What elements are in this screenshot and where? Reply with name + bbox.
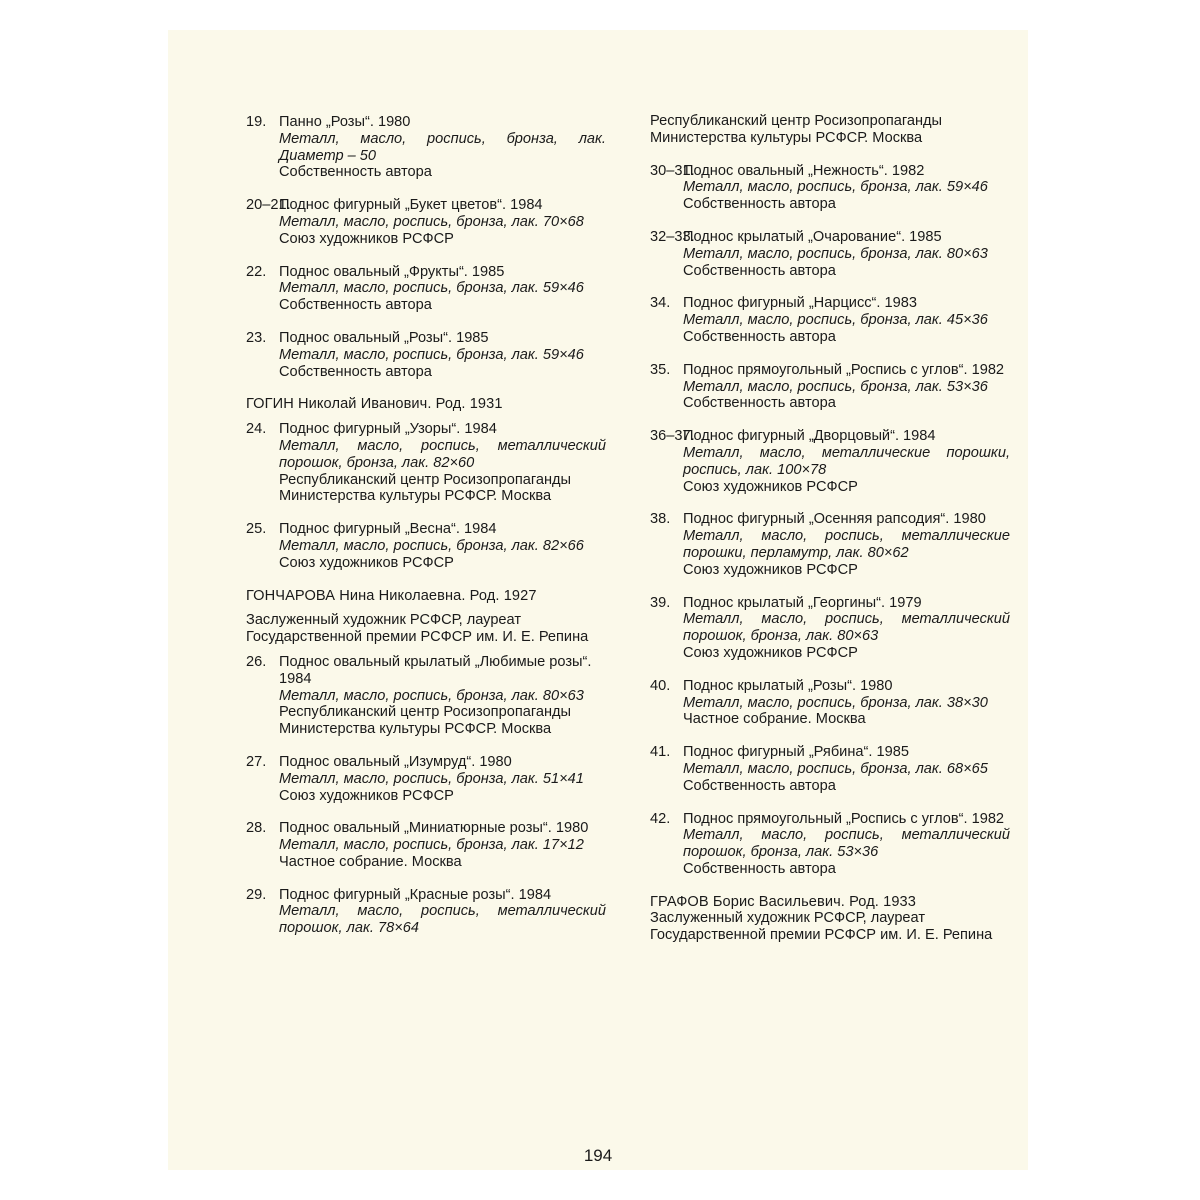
entry-number: 25. [246,521,267,538]
catalog-entry [650,595,1010,662]
catalog-entry [246,887,606,937]
entry-material: Металл, масло, роспись, металлический порошок, бронза, лак. 53×36 [683,827,1010,861]
entry-number: 32–33. [650,228,695,245]
entry-owner: Союз художников РСФСР [683,478,858,495]
entry-number: 35. [650,361,671,378]
entry-title: Поднос овальный „Розы“. 1985 [279,329,489,346]
catalog-entry [246,421,606,505]
artist-name: ГРАФОВ Борис Васильевич. Род. 1933 [650,893,916,910]
entry-number: 42. [650,810,671,827]
entry-title: Поднос фигурный „Букет цветов“. 1984 [279,197,543,214]
entry-title: Поднос прямоугольный „Роспись с углов“. 1982 [683,810,1005,827]
entry-number: 27. [246,753,267,770]
entry-title: Поднос фигурный „Узоры“. 1984 [279,421,497,438]
entries-group-right [650,163,1010,878]
entry-material: Металл, масло, роспись, металлический порошок, лак. 78×64 [279,903,606,937]
entry-owner: Частное собрание. Москва [683,711,866,728]
entry-owner: Собственность автора [279,363,432,380]
entry-material: Металл, масло, роспись, бронза, лак. 82×66 [279,537,584,554]
catalog-entry [650,163,1010,213]
entry-material: Металл, масло, роспись, бронза, лак. 38×30 [683,694,988,711]
catalog-entry [246,654,606,738]
entry-title: Поднос крылатый „Очарование“. 1985 [683,228,942,245]
entry-number: 28. [246,820,267,837]
catalog-entry [650,428,1010,495]
artist-info: Заслуженный художник РСФСР, лауреат Государственной премии РСФСР им. И. Е. Репина [650,910,993,944]
entry-material: Металл, масло, роспись, бронза, лак. 59×46 [279,280,584,297]
catalog-page [168,30,1028,1170]
entry-owner: Собственность автора [279,297,432,314]
entry-material: Металл, масло, роспись, бронза, лак. 59×46 [279,346,584,363]
entry-owner: Частное собрание. Москва [279,853,462,870]
entry-number: 22. [246,263,267,280]
entry-material: Металл, масло, роспись, бронза, лак. 68×65 [683,760,988,777]
artist-block-grafov [650,894,1010,944]
entry-title: Поднос овальный „Фрукты“. 1985 [279,263,505,280]
entry-owner: Собственность автора [683,777,836,794]
entry-owner: Союз художников РСФСР [279,787,454,804]
entry-title: Поднос фигурный „Нарцисс“. 1983 [683,295,917,312]
catalog-entry [650,811,1010,878]
entry-number: 19. [246,114,267,130]
catalog-entry [246,264,606,314]
entry-number: 39. [650,594,671,611]
artist-block-gogin [246,396,606,413]
entry-owner: Союз художников РСФСР [279,230,454,247]
entry-title: Поднос овальный крылатый „Любимые розы“. 1984 [279,653,592,687]
entry-number: 29. [246,886,267,903]
entry-title: Поднос прямоугольный „Роспись с углов“. 1982 [683,361,1005,378]
artist-name: ГОНЧАРОВА Нина Николаевна. Род. 1927 [246,587,537,604]
entry-title: Поднос крылатый „Георгины“. 1979 [683,594,922,611]
entry-title: Поднос фигурный „Красные розы“. 1984 [279,886,552,903]
entry-material: Металл, масло, роспись, бронза, лак. 80×63 [279,687,584,704]
entry-material: Металл, масло, роспись, бронза, лак. Диаметр – 50 [279,130,606,164]
entry-number: 38. [650,511,671,528]
entry-material: Металл, масло, роспись, бронза, лак. 51×41 [279,770,584,787]
entry-material: Металл, масло, роспись, бронза, лак. 45×36 [683,312,988,329]
entry-owner: Союз художников РСФСР [683,644,858,661]
entries-group-a [246,114,606,380]
entry-title: Поднос фигурный „Осенняя рапсодия“. 1980 [683,511,986,528]
entry-number: 34. [650,295,671,312]
catalog-entry [650,744,1010,794]
entry-owner: Собственность автора [683,196,836,213]
entry-owner: Союз художников РСФСР [279,554,454,571]
entry-title: Поднос фигурный „Рябина“. 1985 [683,744,909,761]
catalog-entry [246,197,606,247]
entry-title: Поднос крылатый „Розы“. 1980 [683,677,893,694]
entry-owner: Собственность автора [683,262,836,279]
entry-owner: Собственность автора [683,328,836,345]
catalog-entry [650,362,1010,412]
entry-title: Панно „Розы“. 1980 [279,114,411,130]
entry-material: Металл, масло, роспись, металлический порошок, бронза, лак. 80×63 [683,611,1010,645]
entry-title: Поднос фигурный „Весна“. 1984 [279,521,497,538]
catalog-entry [650,678,1010,728]
page-number: 194 [583,1146,613,1165]
catalog-entry [650,511,1010,578]
artist-name: ГОГИН Николай Иванович. Род. 1931 [246,396,503,413]
left-column [246,114,606,953]
entries-group-c [246,654,606,937]
continuation-line: Республиканский центр Росизопропаганды [650,113,943,129]
catalog-entry [246,820,606,870]
entry-owner: Собственность автора [683,860,836,877]
entry-number: 24. [246,421,267,438]
catalog-entry [650,229,1010,279]
entry-number: 36–37. [650,428,695,445]
catalog-entry [650,295,1010,345]
entry-material: Металл, масло, роспись, бронза, лак. 70×68 [279,213,584,230]
continuation-line: Министерства культуры РСФСР. Москва [650,129,923,146]
entry-number: 40. [650,677,671,694]
entry-material: Металл, масло, роспись, металлический порошок, бронза, лак. 82×60 [279,437,606,471]
entry-number: 26. [246,653,267,670]
entry-number: 30–31. [650,162,695,179]
entries-group-b [246,421,606,571]
entry-material: Металл, масло, роспись, металлические порошки, перламутр, лак. 80×62 [683,528,1010,561]
entry-title: Поднос фигурный „Дворцовый“. 1984 [683,428,936,445]
entry-number: 20–21. [246,197,291,214]
right-column [650,113,1010,952]
entry-owner: Собственность автора [683,395,836,412]
entry-material: Металл, масло, металлические порошки, роспись, лак. 100×78 [683,444,1010,478]
entry-owner: Республиканский центр Росизопропаганды Министерства культуры РСФСР. Москва [279,704,572,738]
entry-material: Металл, масло, роспись, бронза, лак. 59×46 [683,179,988,196]
entry-title: Поднос овальный „Нежность“. 1982 [683,162,925,179]
entry-number: 23. [246,329,267,346]
entry-owner: Республиканский центр Росизопропаганды Министерства культуры РСФСР. Москва [279,471,572,505]
entry-number: 41. [650,744,671,761]
entry-title: Поднос овальный „Изумруд“. 1980 [279,753,512,770]
entry-material: Металл, масло, роспись, бронза, лак. 53×36 [683,378,988,395]
entry-owner: Собственность автора [279,164,432,181]
catalog-entry [246,330,606,380]
artist-info: Заслуженный художник РСФСР, лауреат Государственной премии РСФСР им. И. Е. Репина [246,612,589,646]
entry-material: Металл, масло, роспись, бронза, лак. 80×63 [683,245,988,262]
entry-title: Поднос овальный „Миниатюрные розы“. 1980 [279,820,589,837]
catalog-entry [246,114,606,181]
catalog-entry [246,754,606,804]
continuation-text [650,113,1010,147]
entry-owner: Союз художников РСФСР [683,561,858,578]
catalog-entry [246,521,606,571]
entry-material: Металл, масло, роспись, бронза, лак. 17×12 [279,837,584,854]
artist-block-goncharova [246,588,606,646]
